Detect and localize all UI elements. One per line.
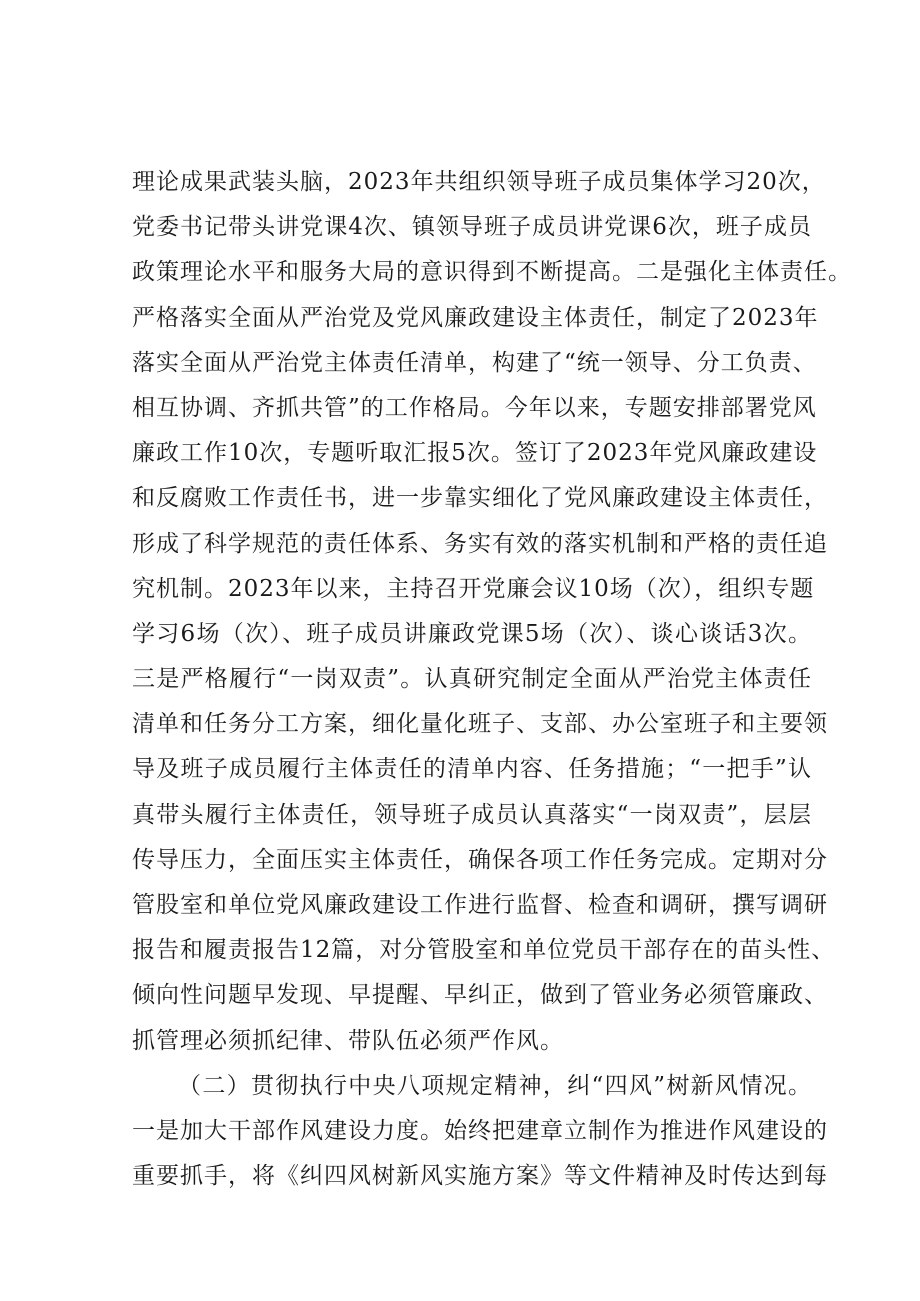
text-line: 重要抓手，将《纠四风树新风实施方案》等文件精神及时传达到每 [132,1163,828,1190]
text-line: 廉政工作10次，专题听取汇报5次。签订了2023年党风廉政建设 [132,440,818,467]
text-line: 和反腐败工作责任书，进一步靠实细化了党风廉政建设主体责任， [132,485,828,512]
text-line: 政策理论水平和服务大局的意识得到不断提高。二是强化主体责任。 [132,259,852,286]
text-line: 导及班子成员履行主体责任的清单内容、任务措施；“一把手”认 [132,756,812,783]
text-line: 形成了科学规范的责任体系、务实有效的落实机制和严格的责任追 [132,530,828,557]
text-line: 一是加大干部作风建设力度。始终把建章立制作为推进作风建设的 [132,1117,828,1144]
text-line: 究机制。2023年以来，主持召开党廉会议10场（次），组织专题 [132,575,815,602]
text-line: 相互协调、齐抓共管”的工作格局。今年以来，专题安排部署党风 [132,394,817,421]
text-line: 理论成果武装头脑，2023年共组织领导班子成员集体学习20次， [132,169,826,195]
text-line: 管股室和单位党风廉政建设工作进行监督、检查和调研，撰写调研 [132,892,828,918]
text-line: 三是严格履行“一岗双责”。认真研究制定全面从严治党主体责任 [132,666,812,693]
text-line: 抓管理必须抓纪律、带队伍必须严作风。 [132,1027,564,1054]
text-line: 传导压力，全面压实主体责任，确保各项工作任务完成。定期对分 [132,846,828,873]
text-line: 严格落实全面从严治党及党风廉政建设主体责任，制定了2023年 [132,304,819,331]
text-line: 清单和任务分工方案，细化量化班子、支部、办公室班子和主要领 [132,711,828,738]
text-line: 报告和履责报告12篇，对分管股室和单位党员干部存在的苗头性、 [132,937,836,964]
text-line: 学习6场（次）、班子成员讲廉政党课5场（次）、谈心谈话3次。 [132,620,812,647]
section-heading-line: （二）贯彻执行中央八项规定精神，纠“四风”树新风情况。 [178,1072,812,1099]
text-line: 真带头履行主体责任，领导班子成员认真落实“一岗双责”，层层 [132,801,812,828]
text-line: 落实全面从严治党主体责任清单，构建了“统一领导、分工负责、 [132,349,817,376]
document-body [132,160,852,1199]
text-line: 党委书记带头讲党课4次、镇领导班子成员讲党课6次，班子成员 [132,214,812,241]
text-line: 倾向性问题早发现、早提醒、早纠正，做到了管业务必须管廉政、 [132,982,828,1009]
